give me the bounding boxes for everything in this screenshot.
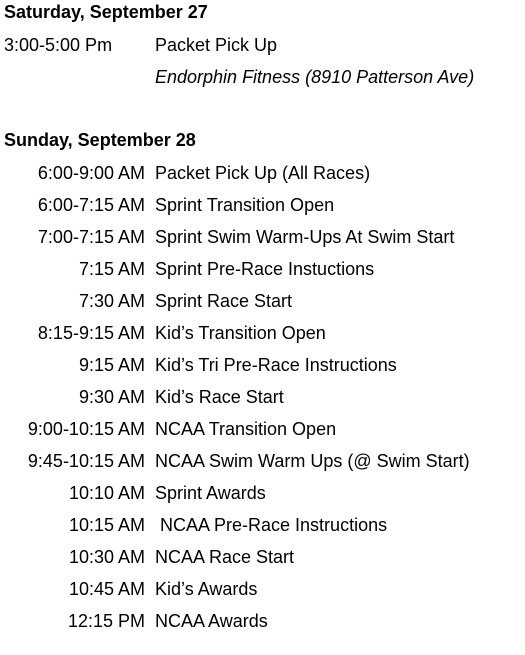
schedule-time: 6:00-7:15 AM — [37, 195, 145, 215]
schedule-time: 7:30 AM — [78, 291, 145, 311]
schedule-event: NCAA Swim Warm Ups (@ Swim Start) — [155, 451, 470, 471]
schedule-time: 7:15 AM — [78, 259, 145, 279]
schedule-time: 12:15 PM — [67, 611, 145, 631]
schedule-event: Kid’s Transition Open — [155, 323, 326, 343]
schedule-row — [0, 161, 525, 185]
schedule-time: 9:30 AM — [78, 387, 145, 407]
schedule-event: Sprint Swim Warm-Ups At Swim Start — [155, 227, 455, 247]
schedule-event: Packet Pick Up (All Races) — [155, 163, 371, 183]
schedule-event: Sprint Pre-Race Instuctions — [155, 259, 375, 279]
schedule-event: Sprint Race Start — [155, 291, 293, 311]
schedule-event: NCAA Race Start — [155, 547, 295, 567]
schedule-row — [0, 385, 525, 409]
schedule-event: Kid’s Tri Pre-Race Instructions — [155, 355, 397, 375]
schedule-row — [0, 577, 525, 601]
saturday-row — [0, 33, 525, 57]
schedule-event: Sprint Transition Open — [155, 195, 335, 215]
schedule-row — [0, 225, 525, 249]
schedule-time: 9:45-10:15 AM — [27, 451, 145, 471]
saturday-heading: Saturday, September 27 — [4, 2, 208, 22]
schedule-time: 9:00-10:15 AM — [27, 419, 145, 439]
saturday-location-row — [0, 65, 525, 89]
schedule-row — [0, 481, 525, 505]
saturday-event: Packet Pick Up — [155, 35, 278, 55]
schedule-time: 8:15-9:15 AM — [37, 323, 145, 343]
schedule-row — [0, 321, 525, 345]
saturday-time: 3:00-5:00 Pm — [4, 35, 113, 55]
schedule-time: 10:45 AM — [68, 579, 145, 599]
schedule-event: Sprint Awards — [155, 483, 266, 503]
schedule-event: Kid’s Awards — [155, 579, 258, 599]
schedule-time: 10:10 AM — [68, 483, 145, 503]
sunday-heading: Sunday, September 28 — [4, 130, 196, 150]
schedule-time: 10:15 AM — [68, 515, 145, 535]
schedule-row — [0, 449, 525, 473]
schedule-event: NCAA Transition Open — [155, 419, 337, 439]
schedule-time: 6:00-9:00 AM — [37, 163, 145, 183]
schedule-row — [0, 609, 525, 633]
schedule-time: 7:00-7:15 AM — [37, 227, 145, 247]
schedule-event: NCAA Awards — [155, 611, 268, 631]
schedule-row — [0, 289, 525, 313]
schedule-row — [0, 545, 525, 569]
schedule-row — [0, 257, 525, 281]
schedule-event: NCAA Pre-Race Instructions — [155, 515, 388, 535]
schedule-row — [0, 417, 525, 441]
schedule-time: 10:30 AM — [68, 547, 145, 567]
saturday-location: Endorphin Fitness (8910 Patterson Ave) — [155, 67, 475, 87]
schedule-event: Kid’s Race Start — [155, 387, 284, 407]
schedule-time: 9:15 AM — [78, 355, 145, 375]
schedule-row — [0, 513, 525, 537]
schedule-row — [0, 353, 525, 377]
schedule-row — [0, 193, 525, 217]
